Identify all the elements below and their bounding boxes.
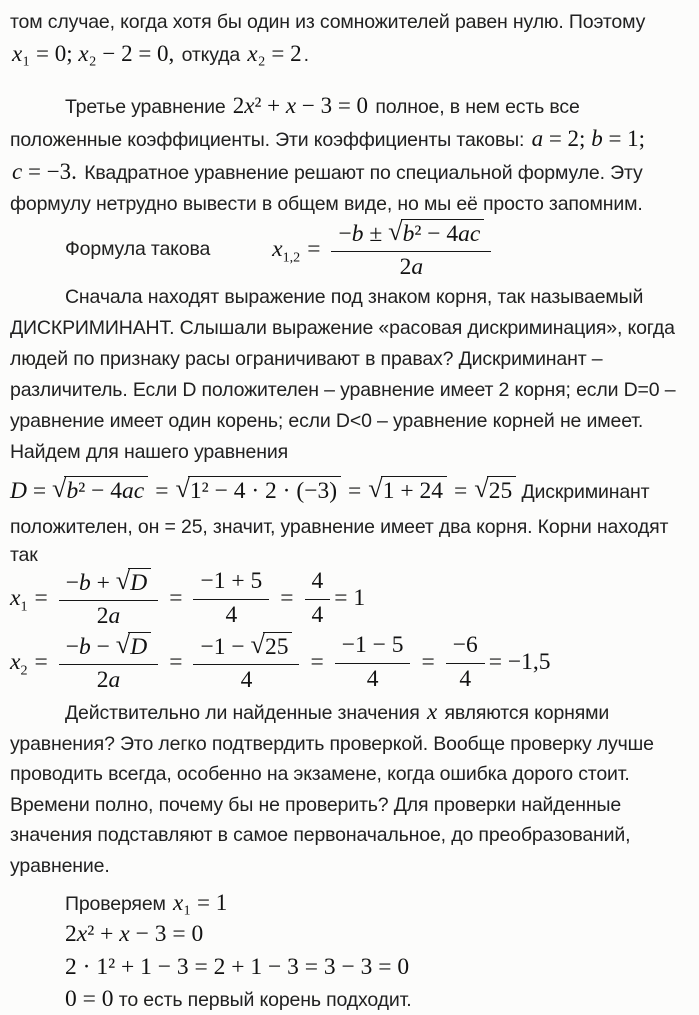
paragraph-5 (10, 697, 693, 881)
body-text: положенные коэффициенты. Эти коэффициенты таковы: (10, 129, 530, 151)
body-text: Третье уравнение (65, 96, 231, 118)
equals-sign: = (310, 648, 324, 675)
formula-lhs: $x_2$ (10, 648, 28, 679)
paragraph-5-line-1 (10, 697, 693, 729)
square-root: √1 + 24 (368, 478, 447, 504)
square-root: √1² − 4 · 2 · (−3) (175, 478, 341, 504)
formula-x12 (272, 217, 495, 282)
paragraph-2-line-1 (10, 90, 693, 123)
body-text: Дискриминант (516, 481, 650, 503)
body-text: положителен, он = 25, значит, уравнение имеет два корня. Корни находят (10, 516, 669, 538)
check-equation-1 (10, 918, 693, 951)
body-text: Квадратное уравнение решают по специальной формуле. Эту (78, 162, 643, 184)
body-text: Проверяем (65, 893, 172, 915)
formula-result: = −1,5 (488, 648, 551, 675)
square-root: √D (116, 570, 151, 596)
display-formula-root-2 (10, 629, 693, 695)
equals-sign: = (454, 478, 468, 504)
body-text: Найдем для нашего уравнения (10, 441, 289, 463)
paragraph-4-line-2 (10, 543, 693, 567)
fraction: $\frac{-1 - √25}{4}$ (193, 630, 299, 695)
inline-math-roots: x₁ = 0; x₂ − 2 = 0, (12, 41, 175, 66)
paragraph-1-line-1 (10, 7, 693, 38)
paragraph-3-line-6 (10, 437, 693, 468)
body-text: людей по признаку расы ограничивают в правах? Дискриминант – (10, 348, 603, 370)
body-text: том случае, когда хотя бы один из сомножителей равен нулю. Поэтому (10, 11, 646, 33)
body-text: уравнение имеет один корень; если D<0 – уравнение корней не имеет. (10, 410, 644, 432)
square-root: √b² − 4ac (388, 221, 484, 247)
formula-lhs: $x_{1,2}$ (272, 235, 301, 266)
formula-label: Формула такова (65, 237, 211, 260)
square-root: √D (116, 634, 151, 660)
paragraph-3-line-2 (10, 313, 693, 344)
equals-sign: = (169, 648, 183, 675)
square-root: √b² − 4ac (52, 478, 148, 504)
equals-sign: = (307, 235, 321, 262)
body-text: откуда (176, 44, 246, 66)
paragraph-5-line-5 (10, 820, 693, 851)
fraction: $\frac{4}{4}$ (305, 567, 331, 628)
equals-sign: = (348, 478, 362, 504)
equation: 0 = 0 (65, 986, 114, 1012)
check-equation-2 (10, 951, 693, 984)
equals-sign: = (280, 584, 294, 611)
paragraph-3-line-4 (10, 375, 693, 406)
paragraph-5-line-2 (10, 729, 693, 760)
paragraph-2-line-4 (10, 189, 693, 220)
equals-sign: = (155, 478, 169, 504)
body-text: ДИСКРИМИНАНТ. Слышали выражение «расовая дискриминация», когда (10, 317, 675, 339)
paragraph-5-line-3 (10, 759, 693, 790)
paragraph-5-line-6 (10, 851, 693, 882)
paragraph-5-line-4 (10, 790, 693, 821)
body-text: уравнения? Это легко подтвердить проверкой. Вообще проверку лучше (10, 732, 654, 755)
body-text: Сначала находят выражение под знаком корня, так называемый (65, 286, 644, 308)
inline-math-x2: x₂ = 2 (247, 41, 302, 66)
paragraph-3-line-5 (10, 406, 693, 437)
equals-sign: = (34, 584, 48, 611)
display-formula-root-1 (10, 567, 693, 629)
body-text: различитель. Если D положителен – уравнение имеет 2 корня; если D=0 – (10, 379, 676, 401)
fraction: $\frac{-b + √D}{2a}$ (59, 566, 158, 631)
equals-sign: = (421, 648, 435, 675)
formula-result: = 1 (334, 584, 366, 611)
inline-math-equation: 2x² + x − 3 = 0 (232, 93, 369, 118)
fraction: $\frac{-1 - 5}{4}$ (335, 631, 411, 692)
body-text: полное, в нем есть все (370, 96, 580, 118)
formula-lhs: D = (10, 478, 52, 504)
paragraph-4-line-1 (10, 512, 693, 543)
paragraph-3-line-1 (10, 282, 693, 313)
inline-math-x: x (426, 699, 438, 724)
body-text: проводить всегда, особенно на экзамене, когда ошибка дорого стоит. (10, 763, 630, 785)
fraction: $\frac{-1 + 5}{4}$ (193, 567, 269, 628)
equation: 2 · 1² + 1 − 3 = 2 + 1 − 3 = 3 − 3 = 0 (65, 954, 410, 980)
body-text: формулу нетрудно вывести в общем виде, но мы её просто запомним. (10, 193, 643, 215)
display-formula-quadratic-roots (10, 216, 693, 281)
paragraph-2-line-2 (10, 123, 693, 156)
fraction: $\frac{\text{−b ± √b² − 4ac}}{2a}$ (331, 217, 491, 282)
equation: 2x² + x − 3 = 0 (65, 921, 204, 947)
equals-sign: = (169, 584, 183, 611)
paragraph-2-line-3 (10, 156, 693, 189)
display-formula-discriminant (10, 468, 693, 512)
paragraph-1-line-2 (10, 38, 693, 71)
square-root: √25 (474, 478, 516, 504)
fraction: $\frac{-b - √D}{2a}$ (59, 630, 158, 695)
body-text: Времени полно, почему бы не проверить? Для проверки найденные (10, 793, 622, 816)
check-label-line (10, 889, 693, 918)
body-text: значения подставляют в самое первоначальное, до преобразований, (10, 824, 631, 846)
paragraph-3-line-3 (10, 344, 693, 375)
check-conclusion-line (10, 984, 693, 1015)
body-text: так (10, 544, 38, 566)
formula-lhs: $x_1$ (10, 584, 28, 615)
body-text: . (303, 44, 309, 66)
inline-math-coeff-c: c = −3. (12, 159, 77, 184)
equals-sign: = (34, 648, 48, 675)
inline-math-coeffs-ab: a = 2; b = 1; (531, 126, 646, 151)
fraction: $\frac{-6}{4}$ (446, 631, 485, 692)
square-root: √25 (251, 634, 293, 660)
body-text: то есть первый корень подходит. (113, 989, 412, 1011)
inline-math-check-x1: x₁ = 1 (173, 890, 228, 915)
body-text: являются корнями (439, 702, 610, 724)
body-text: уравнение. (10, 854, 110, 877)
body-text: Действительно ли найденные значения (65, 702, 425, 724)
